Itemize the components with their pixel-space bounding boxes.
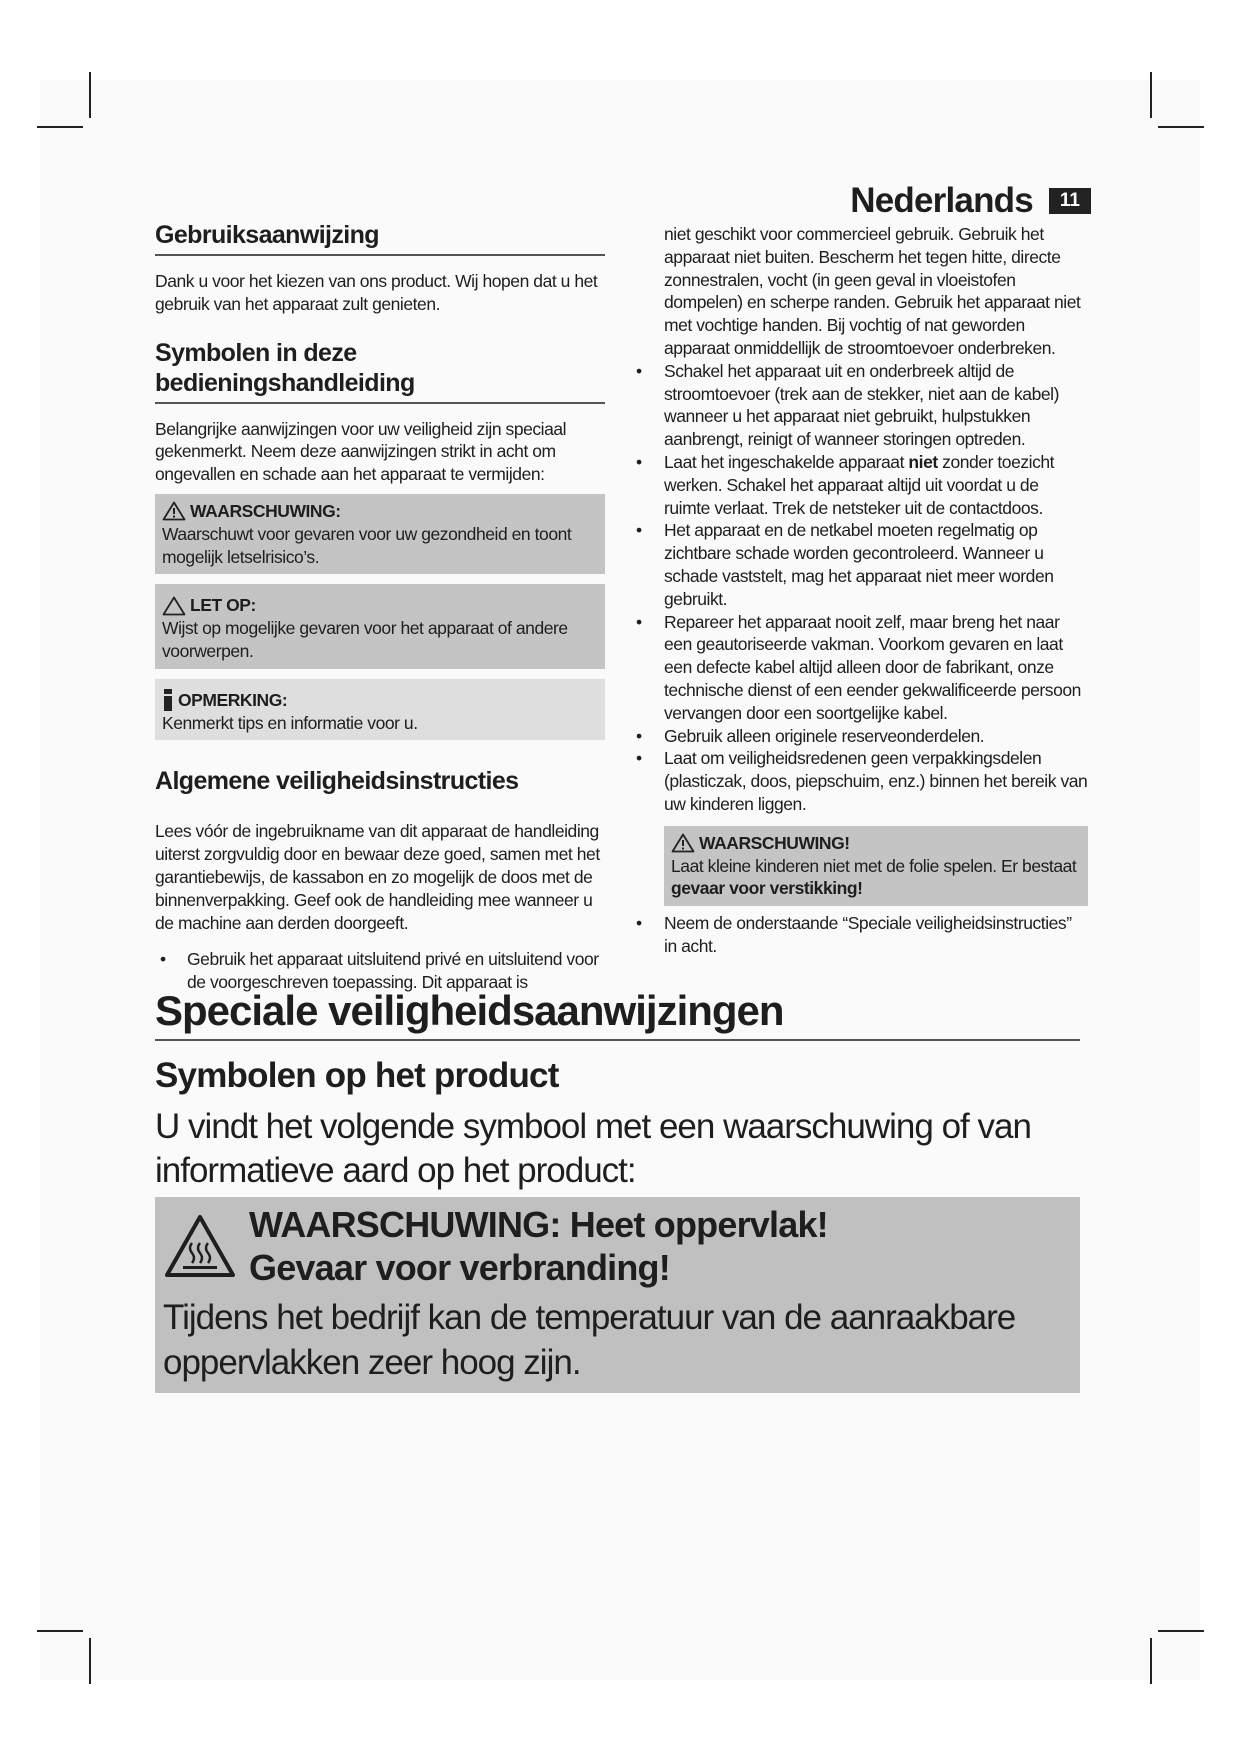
- hot-surface-icon: [163, 1213, 237, 1279]
- list-item: [631, 360, 1088, 451]
- general-safety-heading: Algemene veiligheidsinstructies: [155, 767, 519, 796]
- symbols-heading: Symbolen in deze bedieningshandleiding: [155, 338, 605, 404]
- note-box: [155, 679, 605, 741]
- info-icon: [162, 689, 174, 711]
- crop-mark-tl-v: [89, 72, 91, 118]
- hot-surface-warning-head: [163, 1203, 1072, 1289]
- bullet-dot: •: [636, 520, 642, 541]
- list-item: [631, 519, 1088, 610]
- special-safety-section: [155, 985, 1080, 1393]
- hot-surface-warning-box: [155, 1197, 1080, 1393]
- note-box-text: Kenmerkt tips en informatie voor u.: [162, 712, 418, 733]
- right-bullet-list-end: [631, 912, 1088, 958]
- bullet-text-post: zonder toezicht werken. Schakel het apparaat altijd uit voordat u de ruimte verlaat. Trek de netsteker uit de contactdoos.: [664, 451, 1055, 518]
- suffocation-warning-text-bold: gevaar voor verstikking!: [671, 878, 863, 899]
- page-header: [850, 181, 1091, 221]
- right-bullet-list: [631, 360, 1088, 816]
- list-item: [631, 611, 1088, 725]
- bullet-text: Repareer het apparaat nooit zelf, maar breng het naar een geautoriseerde vakman. Voorkom gevaren en laat een defecte kabel altijd alleen door de fabrikant, onze technische dienst of een eender gekwalificeerde persoon vervangen door een soortgelijke kabel.: [664, 611, 1081, 723]
- caution-box: [155, 584, 605, 668]
- product-symbols-intro: U vindt het volgende symbool met een waarschuwing of van informatieve aard op het product:: [155, 1107, 1031, 1190]
- list-item: [631, 747, 1088, 815]
- usage-text: Dank u voor het kiezen van ons product. Wij hopen dat u het gebruik van het apparaat zult genieten.: [155, 271, 598, 314]
- bullet-text: Gebruik alleen originele reserveonderdelen.: [664, 725, 985, 746]
- warning-box: [155, 494, 605, 574]
- bullet-dot: •: [160, 949, 166, 970]
- hot-surface-warning-line1: WAARSCHUWING: Heet oppervlak!: [249, 1204, 828, 1245]
- general-safety-text: Lees vóór de ingebruikname van dit apparaat de handleiding uiterst zorgvuldig door en bewaar deze goed, samen met het garantiebewijs, de kassabon en zo mogelijk de doos met de binnenverpakking. Geef ook de handleiding mee wanneer u de machine aan derden doorgeeft.: [155, 821, 600, 933]
- crop-mark-tl-h: [37, 126, 83, 128]
- list-item: [631, 912, 1088, 958]
- bullet-dot: •: [636, 725, 642, 746]
- bullet-text: Neem de onderstaande “Speciale veiligheidsinstructies” in acht.: [664, 913, 1072, 956]
- bullet-text: Laat om veiligheidsredenen geen verpakkingsdelen (plasticzak, doos, piepschuim, enz.) binnen het bereik van uw kinderen liggen.: [664, 748, 1088, 814]
- suffocation-warning-title-row: [671, 832, 1081, 855]
- suffocation-warning-text-pre: Laat kleine kinderen niet met de folie spelen. Er bestaat: [671, 855, 1077, 876]
- caution-box-text: Wijst op mogelijke gevaren voor het apparaat of andere voorwerpen.: [162, 618, 568, 661]
- bullet-continuation-text: niet geschikt voor commercieel gebruik. Gebruik het apparaat niet buiten. Bescherm het tegen hitte, directe zonnestralen, vocht (in geen geval in vloeistofen dompelen) en scherpe randen. Gebruik het apparaat niet met vochtige handen. Bij vochtig of nat geworden apparaat onmiddellijk de stroomtoevoer onderbreken.: [664, 224, 1081, 358]
- crop-mark-br-h: [1158, 1630, 1204, 1632]
- left-column: [155, 220, 605, 994]
- usage-heading: Gebruiksaanwijzing: [155, 220, 605, 256]
- special-safety-heading: Speciale veiligheidsaanwijzingen: [155, 985, 1080, 1041]
- bullet-text-bold: niet: [908, 451, 938, 472]
- crop-mark-bl-v: [89, 1638, 91, 1684]
- bullet-text-pre: Laat het ingeschakelde apparaat: [664, 451, 904, 472]
- note-box-title-row: [162, 689, 598, 712]
- caution-box-title-row: [162, 594, 598, 617]
- right-column: [631, 223, 1088, 958]
- bullet-dot: •: [636, 913, 642, 934]
- crop-mark-tr-v: [1150, 72, 1152, 118]
- bullet-text: Gebruik het apparaat uitsluitend privé en uitsluitend voor de voorgeschreven toepassing. Dit apparaat is: [187, 949, 599, 993]
- caution-triangle-icon: [162, 596, 186, 616]
- list-item: [631, 725, 1088, 748]
- crop-mark-tr-h: [1158, 126, 1204, 128]
- suffocation-warning-box: [664, 826, 1088, 906]
- warning-box-title: WAARSCHUWING:: [190, 500, 341, 521]
- note-box-title: OPMERKING:: [178, 689, 288, 710]
- product-symbols-heading: Symbolen op het product: [155, 1056, 559, 1095]
- warning-triangle-icon: [671, 833, 695, 853]
- suffocation-warning-title: WAARSCHUWING!: [699, 832, 850, 853]
- page-number: 11: [1049, 188, 1091, 214]
- symbols-text: Belangrijke aanwijzingen voor uw veiligheid zijn speciaal gekenmerkt. Neem deze aanwijzingen strikt in acht om ongevallen en schade aan het apparaat te vermijden:: [155, 418, 567, 485]
- warning-box-title-row: [162, 500, 598, 523]
- hot-surface-warning-line2: Gevaar voor verbranding!: [249, 1247, 670, 1288]
- crop-mark-bl-h: [37, 1630, 83, 1632]
- crop-mark-br-v: [1150, 1638, 1152, 1684]
- warning-triangle-icon: [162, 501, 186, 521]
- bullet-dot: •: [636, 360, 642, 381]
- hot-surface-warning-text: Tijdens het bedrijf kan de temperatuur van de aanraakbare oppervlakken zeer hoog zijn.: [163, 1298, 1016, 1382]
- hot-surface-warning-title: [249, 1203, 828, 1289]
- language-title: Nederlands: [850, 181, 1033, 220]
- bullet-dot: •: [636, 451, 642, 472]
- warning-box-text: Waarschuwt voor gevaren voor uw gezondheid en toont mogelijk letselrisico’s.: [162, 523, 572, 567]
- bullet-text: Schakel het apparaat uit en onderbreek altijd de stroomtoevoer (trek aan de stekker, niet aan de kabel) wanneer u het apparaat niet gebruikt, hulpstukken aanbrengt, reinigt of wanneer storingen optreden.: [664, 360, 1059, 450]
- list-item: [631, 451, 1088, 519]
- caution-box-title: LET OP:: [190, 595, 256, 616]
- bullet-text: Het apparaat en de netkabel moeten regelmatig op zichtbare schade worden gecontroleerd. Wanneer u schade vaststelt, mag het apparaat niet meer worden gebruikt.: [664, 520, 1054, 609]
- bullet-dot: •: [636, 748, 642, 769]
- suffocation-warning-text: [671, 855, 1081, 901]
- bullet-dot: •: [636, 611, 642, 632]
